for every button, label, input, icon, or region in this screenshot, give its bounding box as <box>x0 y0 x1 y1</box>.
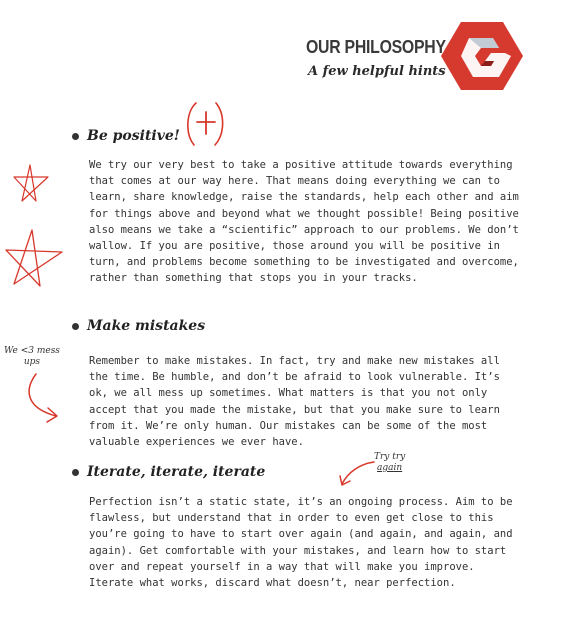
bullet-dot <box>72 133 79 140</box>
company-logo <box>441 22 523 90</box>
page-title: OUR PHILOSOPHY <box>306 37 446 57</box>
bullet-dot <box>72 469 79 476</box>
star-doodle-icon <box>8 163 52 205</box>
section-heading-iterate: Iterate, iterate, iterate <box>72 464 265 480</box>
section-body-be-positive: We try our very best to take a positive attitude towards everything that comes at our way here. That means doing everything we can to learn, share knowledge, raise the standards, help each other and aim for things above and beyond what we thought possible! Being positive also means we take a “scientific” approach to our problems. We don’t wallow. If you are positive, those around you will be positive in turn, and problems become something to be investigated and overcome, rather than something that stops you in your tracks. <box>89 159 519 285</box>
section-heading-make-mistakes: Make mistakes <box>72 318 205 334</box>
page-subtitle: A few helpful hints <box>308 64 446 79</box>
section-body-iterate: Perfection isn’t a static state, it’s an ongoing process. Aim to be flawless, but understand that in order to even get close to this you’re going to have to start over again (and again, and again, and again). Get comfortable with your mistakes, and learn how to start over and repeat yourself in a way that will make you improve. Iterate what works, discard what doesn’t, near perfection. <box>89 496 513 590</box>
curved-arrow-icon <box>22 372 62 428</box>
bullet-dot <box>72 323 79 330</box>
curved-arrow-left-icon <box>336 458 378 490</box>
plus-sign-doodle-icon <box>182 100 228 148</box>
try-again-note: Try try again <box>374 452 406 473</box>
star-large-doodle-icon <box>2 228 66 290</box>
section-heading-be-positive: Be positive! <box>72 128 180 144</box>
mess-ups-note: We <3 mess ups <box>4 346 60 367</box>
section-body-make-mistakes: Remember to make mistakes. In fact, try and make new mistakes all the time. Be humble, and don’t be afraid to look vulnerable. It’s ok, we all mess up sometimes. What matters is that you not only accept that you made the mistake, but that you make sure to learn from it. We’re only human. Our mistakes can be some of the most valuable experiences we ever have. <box>89 355 500 449</box>
